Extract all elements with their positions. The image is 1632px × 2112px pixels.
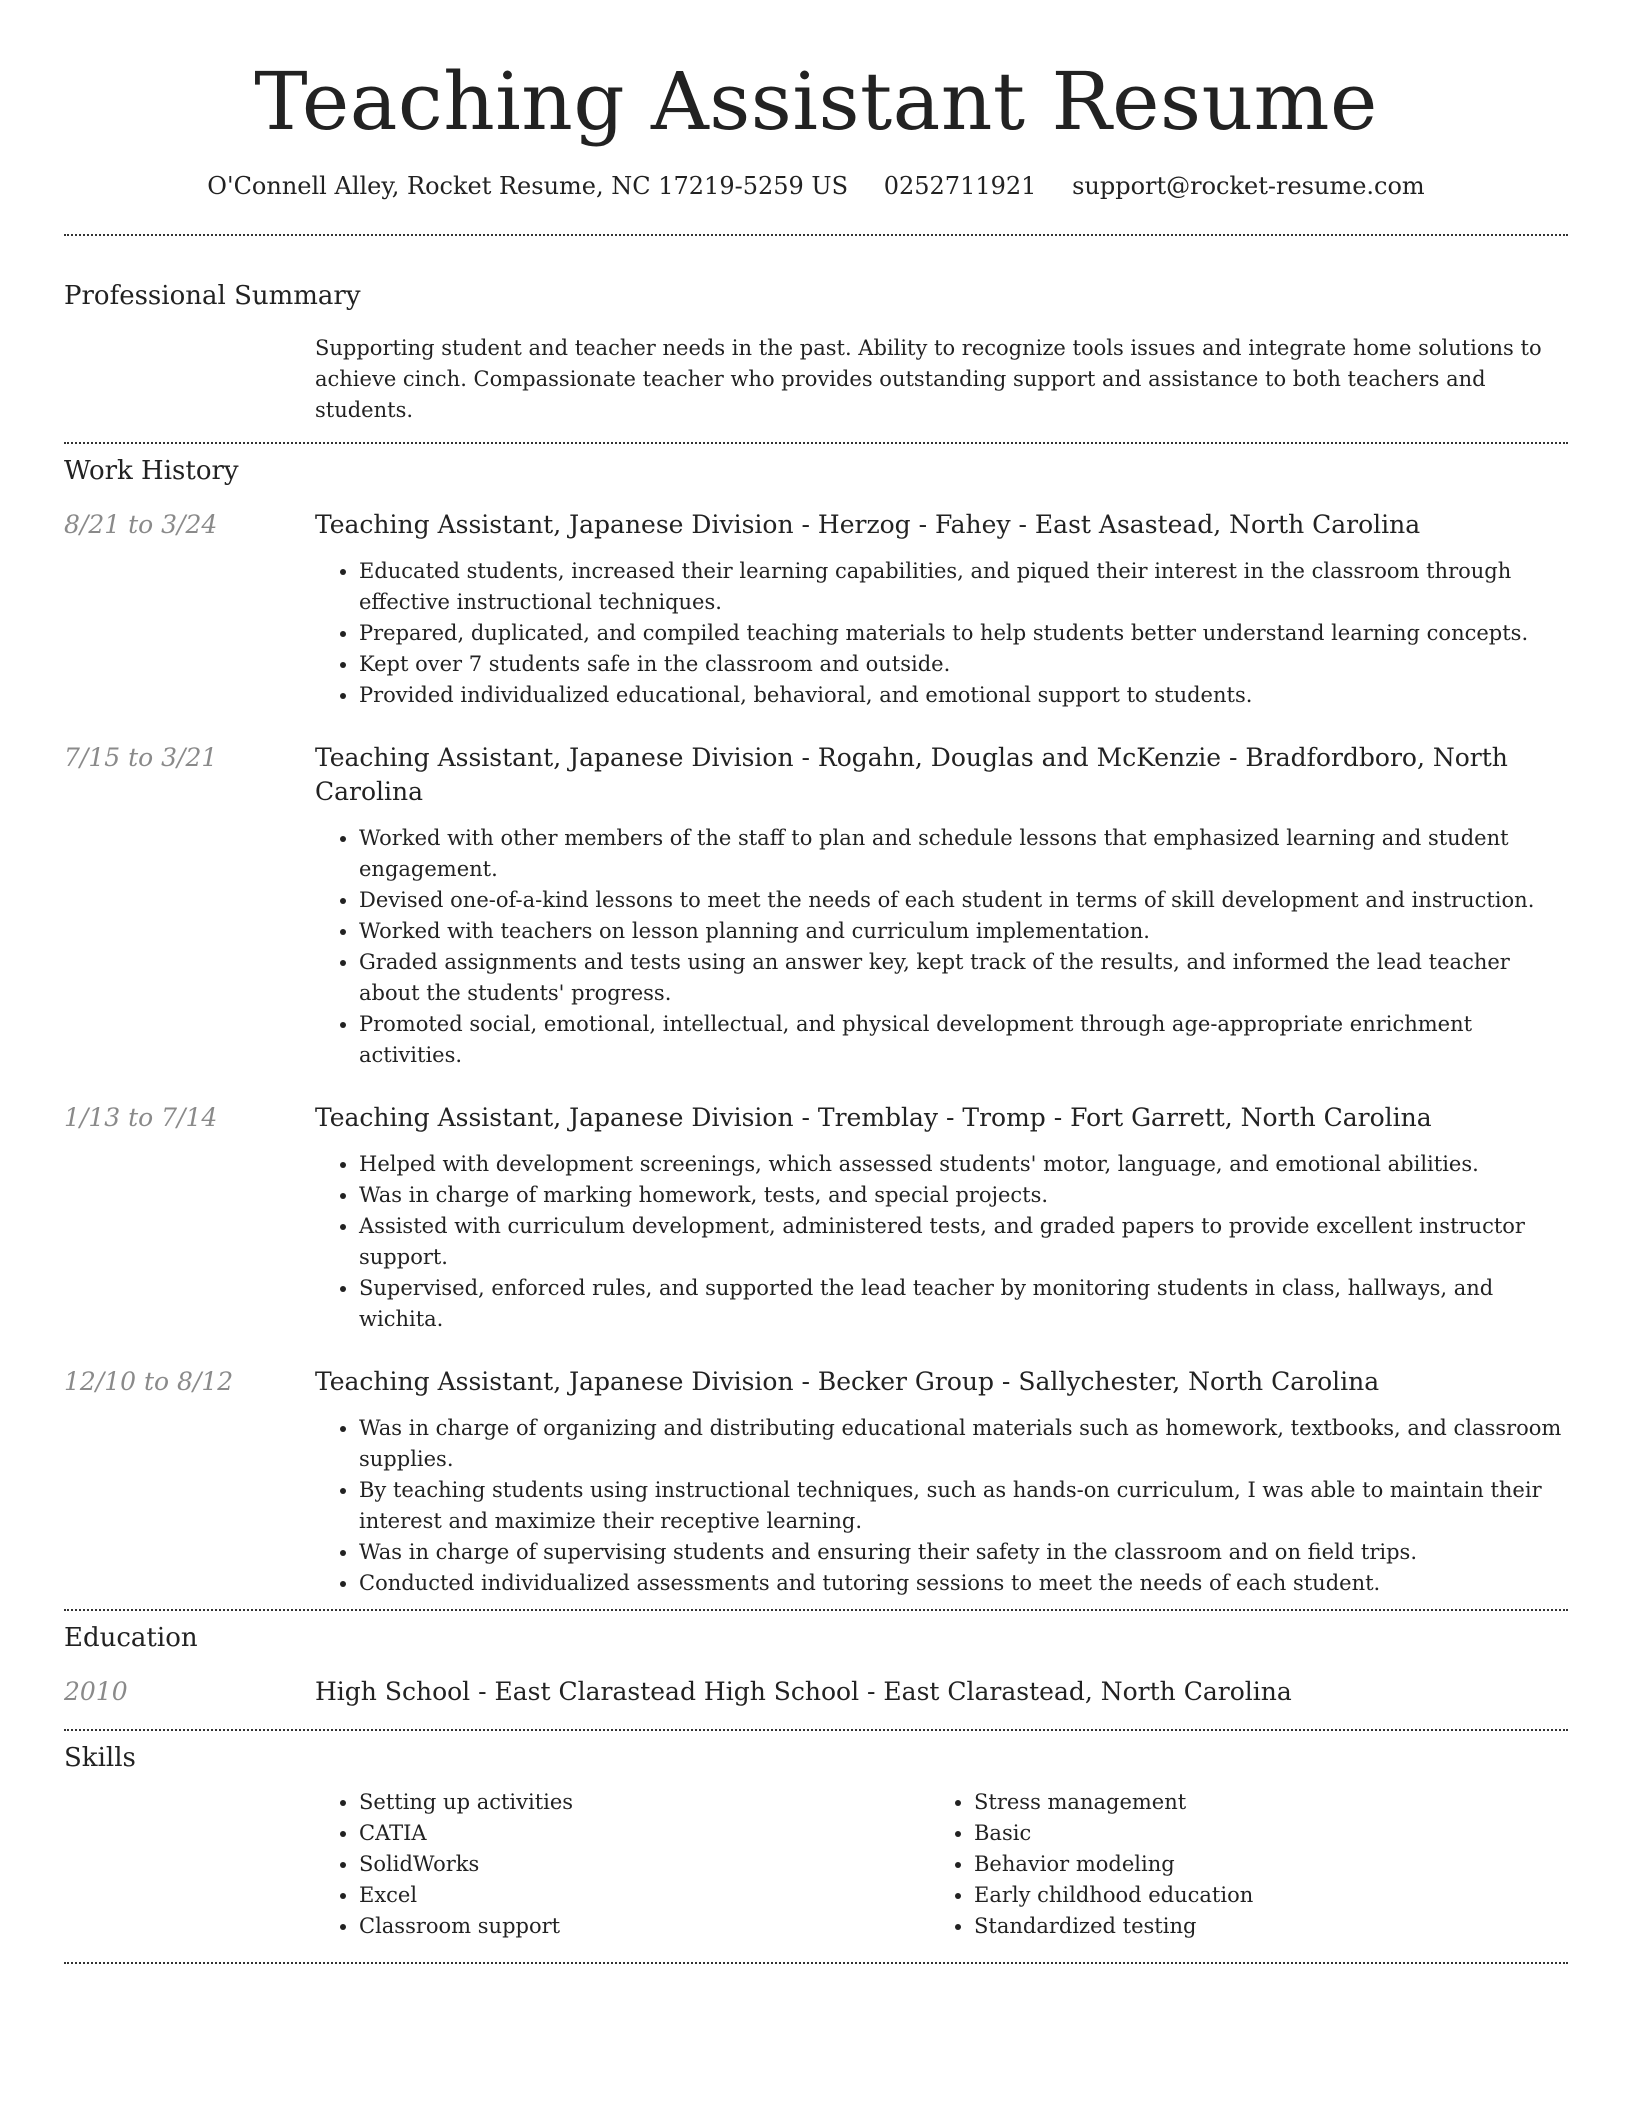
job-entry <box>64 1365 1568 1599</box>
skills-heading: Skills <box>64 1743 136 1773</box>
contact-email: support@rocket-resume.com <box>1072 172 1425 200</box>
job-bullet: • By teaching students using instructional techniques, such as hands-on curriculum, I was able to maintain their interest and maximize their receptive learning. <box>359 1475 1568 1537</box>
job-title: Teaching Assistant, Japanese Division - Rogahn, Douglas and McKenzie - Bradfordboro, North Carolina <box>315 743 1508 806</box>
education-entry <box>64 1675 1568 1709</box>
summary-heading: Professional Summary <box>64 281 361 311</box>
job-title: Teaching Assistant, Japanese Division - Herzog - Fahey - East Asastead, North Carolina <box>315 510 1421 539</box>
summary-section <box>64 236 1568 442</box>
job-title: Teaching Assistant, Japanese Division - Tremblay - Tromp - Fort Garrett, North Carolina <box>315 1103 1432 1132</box>
job-bullet: • Provided individualized educational, behavioral, and emotional support to students. <box>359 680 1568 711</box>
job-bullet: • Graded assignments and tests using an answer key, kept track of the results, and informed the lead teacher about the students' progress. <box>359 947 1568 1009</box>
job-bullet: • Helped with development screenings, which assessed students' motor, language, and emotional abilities. <box>359 1149 1568 1180</box>
skill-item: • CATIA <box>359 1818 930 1849</box>
skill-item: • Behavior modeling <box>974 1849 1545 1880</box>
job-bullet: • Educated students, increased their learning capabilities, and piqued their interest in the classroom through effective instructional techniques. <box>359 556 1568 618</box>
job-entry <box>64 741 1568 1071</box>
job-entry <box>64 1101 1568 1335</box>
job-bullet: • Worked with teachers on lesson planning and curriculum implementation. <box>359 916 1568 947</box>
job-entry <box>64 508 1568 711</box>
skill-item: • Early childhood education <box>974 1880 1545 1911</box>
contact-phone: 0252711921 <box>883 172 1037 200</box>
job-dates: 8/21 to 3/24 <box>64 510 218 539</box>
education-heading: Education <box>64 1623 198 1653</box>
job-list <box>64 508 1568 1599</box>
work-history-heading: Work History <box>64 456 239 486</box>
resume-title: Teaching Assistant Resume <box>254 55 1378 148</box>
job-dates: 7/15 to 3/21 <box>64 743 218 772</box>
job-bullets <box>315 1149 1568 1335</box>
skill-item: • Excel <box>359 1880 930 1911</box>
resume-page <box>64 0 1568 1964</box>
skill-item: • Basic <box>974 1818 1545 1849</box>
job-bullet: • Was in charge of marking homework, tests, and special projects. <box>359 1180 1568 1211</box>
education-title: High School - East Clarastead High School - East Clarastead, North Carolina <box>315 1677 1292 1706</box>
work-history-section <box>64 444 1568 1609</box>
summary-text: Supporting student and teacher needs in the past. Ability to recognize tools issues and integrate home solutions to achieve cinch. Compassionate teacher who provides outstanding support and assistance to both teachers and students. <box>315 336 1542 422</box>
job-bullet: • Devised one-of-a-kind lessons to meet the needs of each student in terms of skill development and instruction. <box>359 885 1568 916</box>
skill-item: • Setting up activities <box>359 1787 930 1818</box>
skills-list-right <box>930 1787 1545 1942</box>
job-bullet: • Promoted social, emotional, intellectual, and physical development through age-appropriate enrichment activities. <box>359 1009 1568 1071</box>
job-bullet: • Was in charge of supervising students and ensuring their safety in the classroom and on field trips. <box>359 1537 1568 1568</box>
skill-item: • Stress management <box>974 1787 1545 1818</box>
job-bullets <box>315 556 1568 711</box>
divider <box>64 1962 1568 1964</box>
skills-section <box>64 1731 1568 1962</box>
skill-item: • SolidWorks <box>359 1849 930 1880</box>
job-dates: 12/10 to 8/12 <box>64 1367 234 1396</box>
job-title: Teaching Assistant, Japanese Division - Becker Group - Sallychester, North Carolina <box>315 1367 1380 1396</box>
skill-item: • Standardized testing <box>974 1911 1545 1942</box>
job-dates: 1/13 to 7/14 <box>64 1103 218 1132</box>
job-bullet: • Prepared, duplicated, and compiled teaching materials to help students better understand learning concepts. <box>359 618 1568 649</box>
skills-list-left <box>315 1787 930 1942</box>
job-bullet: • Assisted with curriculum development, administered tests, and graded papers to provide excellent instructor support. <box>359 1211 1568 1273</box>
education-date: 2010 <box>64 1677 128 1706</box>
contact-line <box>64 170 1568 202</box>
job-bullets <box>315 823 1568 1071</box>
job-bullet: • Was in charge of organizing and distributing educational materials such as homework, textbooks, and classroom supplies. <box>359 1413 1568 1475</box>
education-section <box>64 1611 1568 1729</box>
skill-item: • Classroom support <box>359 1911 930 1942</box>
job-bullet: • Conducted individualized assessments and tutoring sessions to meet the needs of each student. <box>359 1568 1568 1599</box>
contact-address: O'Connell Alley, Rocket Resume, NC 17219-5259 US <box>207 172 849 200</box>
job-bullet: • Worked with other members of the staff to plan and schedule lessons that emphasized learning and student engagement. <box>359 823 1568 885</box>
job-bullets <box>315 1413 1568 1599</box>
job-bullet: • Kept over 7 students safe in the classroom and outside. <box>359 649 1568 680</box>
job-bullet: • Supervised, enforced rules, and supported the lead teacher by monitoring students in class, hallways, and wichita. <box>359 1273 1568 1335</box>
